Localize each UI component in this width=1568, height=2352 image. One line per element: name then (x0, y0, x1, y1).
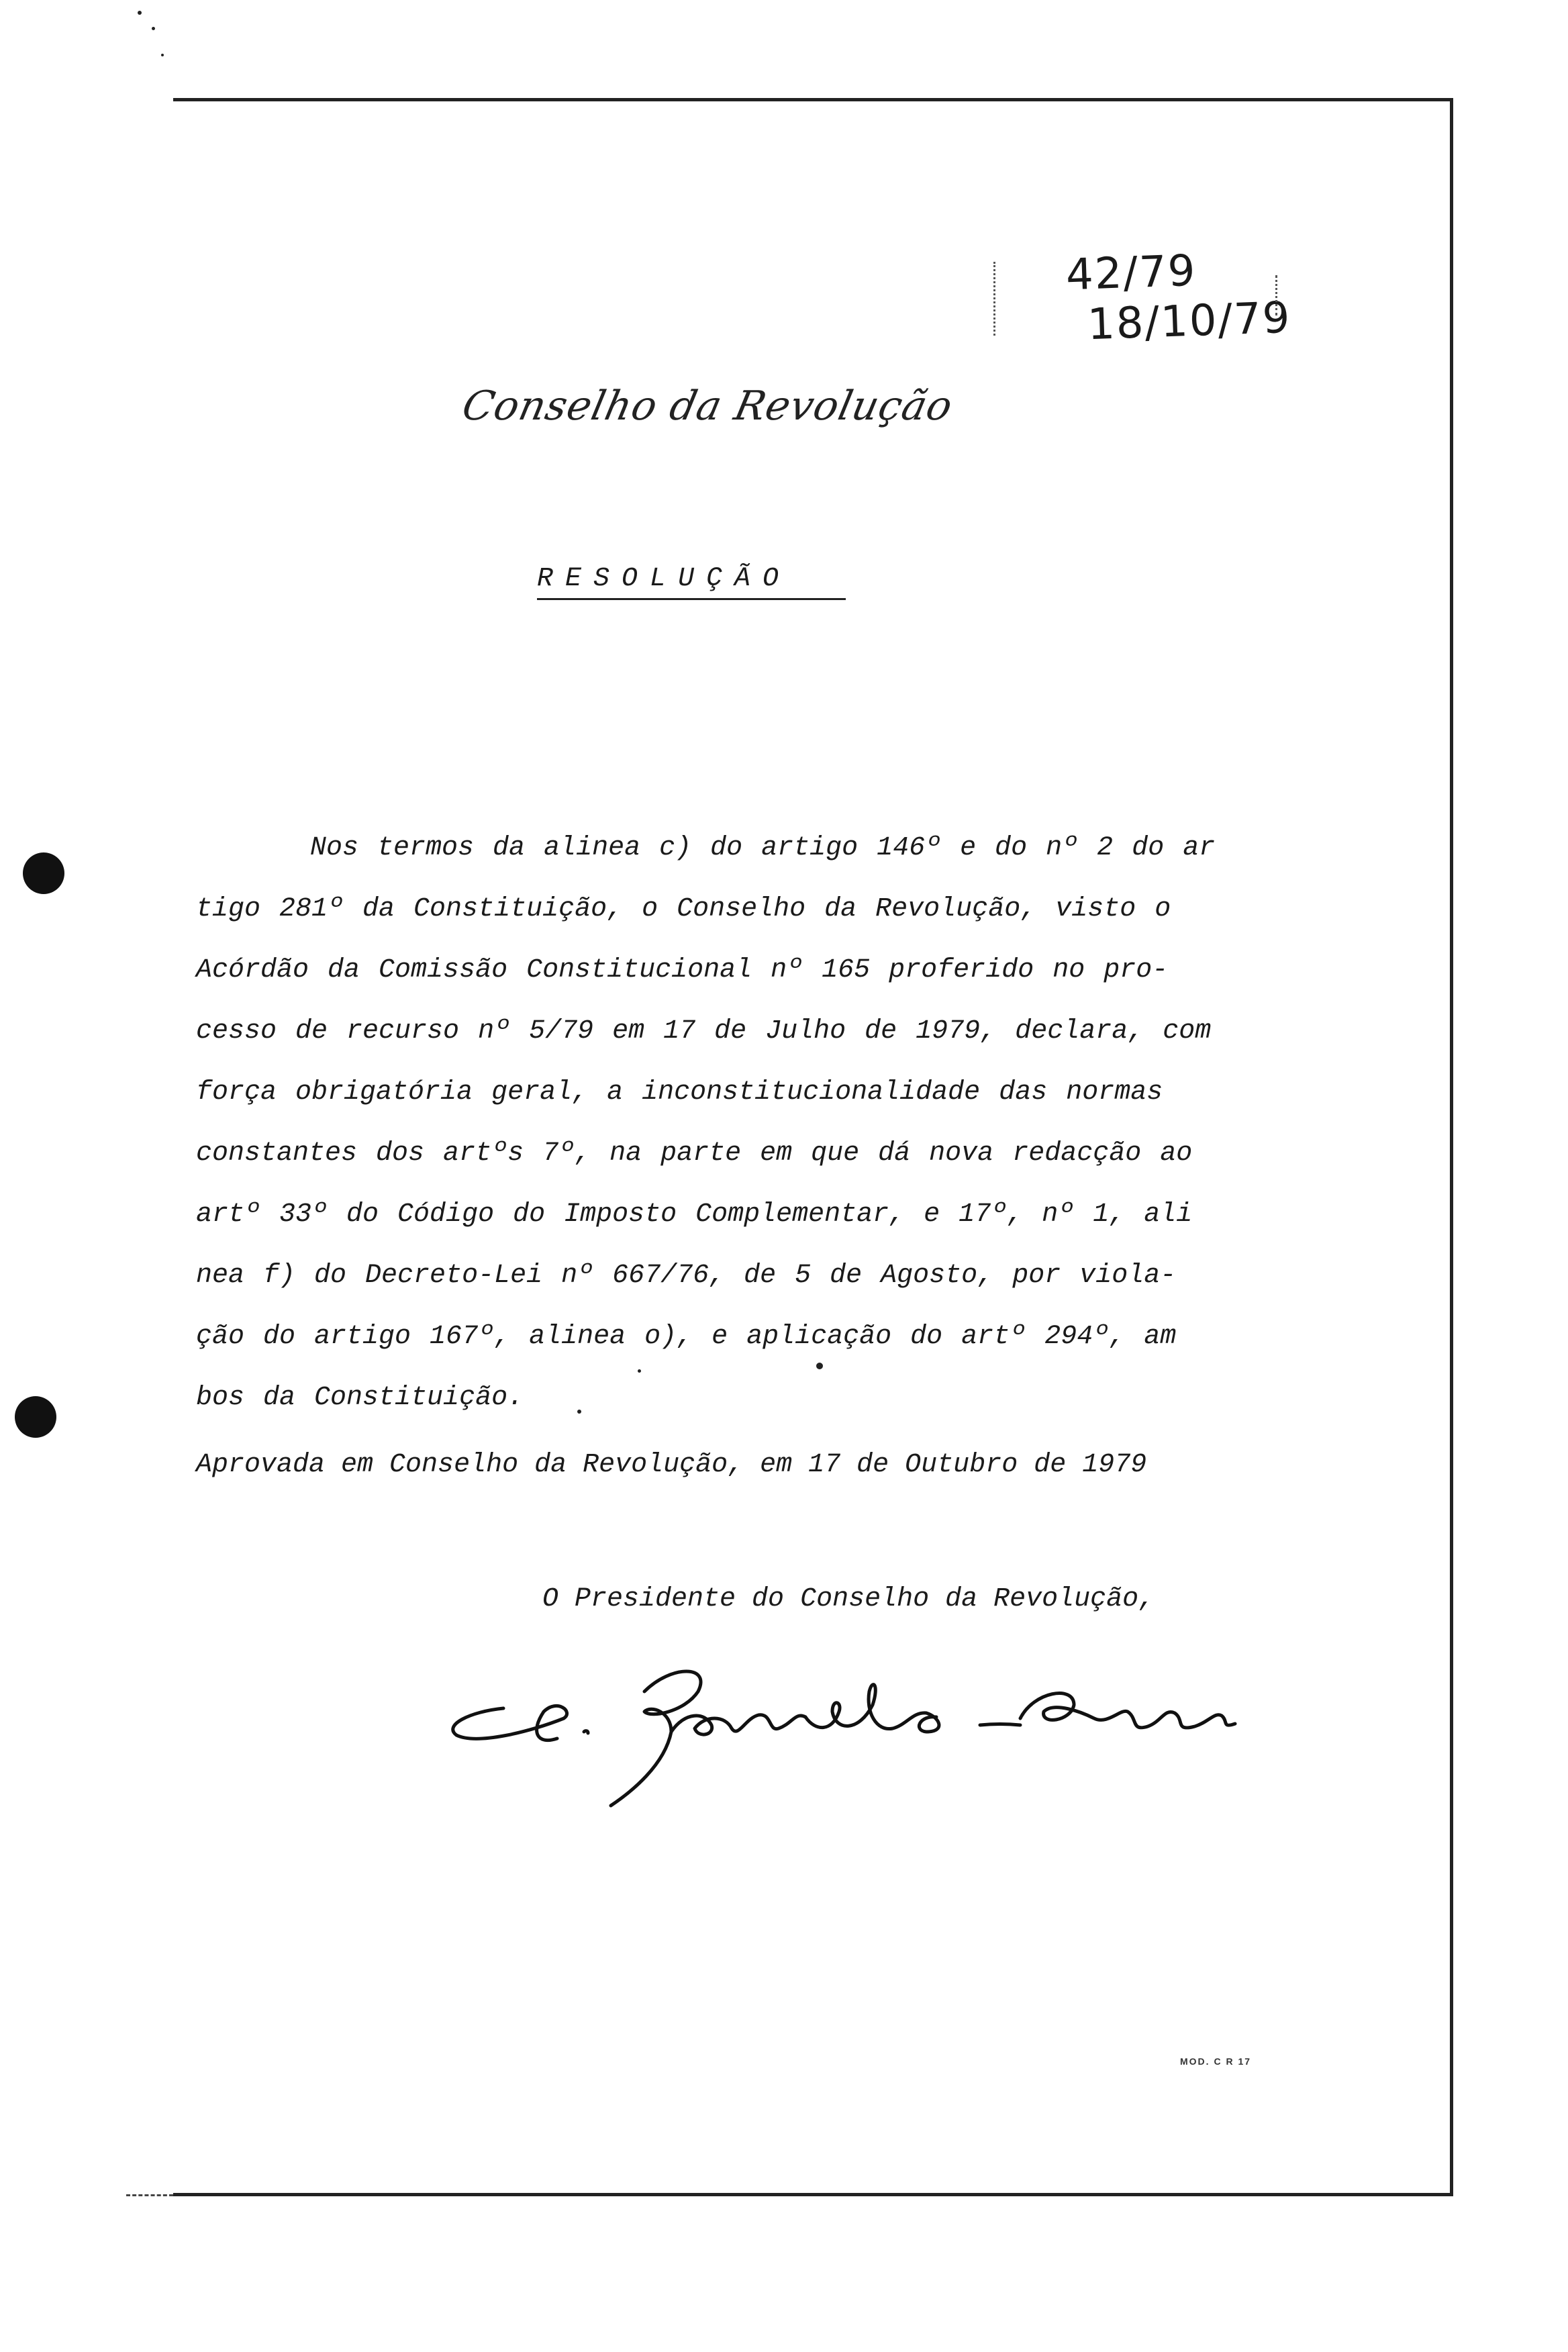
reference-stamp (1061, 246, 1292, 362)
approval-line: Aprovada em Conselho da Revolução, em 17 de Outubro de 1979 (196, 1450, 1147, 1480)
body-line: Acórdão da Comissão Constitucional nº 165 proferido no pro- (196, 955, 1169, 985)
letterhead-institution: Conselho da Revolução (458, 383, 957, 430)
body-line: Nos termos da alinea c) do artigo 146º e do nº 2 do ar (310, 833, 1216, 863)
body-line: constantes dos artºs 7º, na parte em que dá nova redacção ao (196, 1138, 1193, 1169)
reference-number: 42/79 (1065, 246, 1197, 301)
form-code: MOD. C R 17 (1180, 2056, 1252, 2067)
body-line: ção do artigo 167º, alinea o), e aplicação do artº 294º, am (196, 1322, 1177, 1352)
body-line: tigo 281º da Constituição, o Conselho da Revolução, visto o (196, 894, 1171, 924)
scan-speck (152, 27, 155, 30)
body-line: cesso de recurso nº 5/79 em 17 de Julho de 1979, declara, com (196, 1016, 1212, 1046)
body-line: nea f) do Decreto-Lei nº 667/76, de 5 de Agosto, por viola- (196, 1261, 1177, 1291)
signatory-title: O Presidente do Conselho da Revolução, (542, 1584, 1155, 1614)
punch-hole-upper (23, 852, 64, 894)
handwritten-signature (430, 1638, 1302, 1812)
dotted-mark (1275, 275, 1280, 315)
reference-date: 18/10/79 (1086, 293, 1292, 350)
dotted-mark (993, 262, 998, 336)
body-line: artº 33º do Código do Imposto Complementar, e 17º, nº 1, ali (196, 1199, 1193, 1230)
punch-hole-lower (15, 1396, 56, 1438)
body-line: força obrigatória geral, a inconstitucionalidade das normas (196, 1077, 1163, 1108)
body-line: bos da Constituição. (196, 1383, 524, 1413)
scan-speck (161, 54, 164, 56)
document-title: RESOLUÇÃO (537, 564, 846, 600)
resolution-body (196, 818, 1257, 1428)
scan-speck (138, 11, 142, 15)
